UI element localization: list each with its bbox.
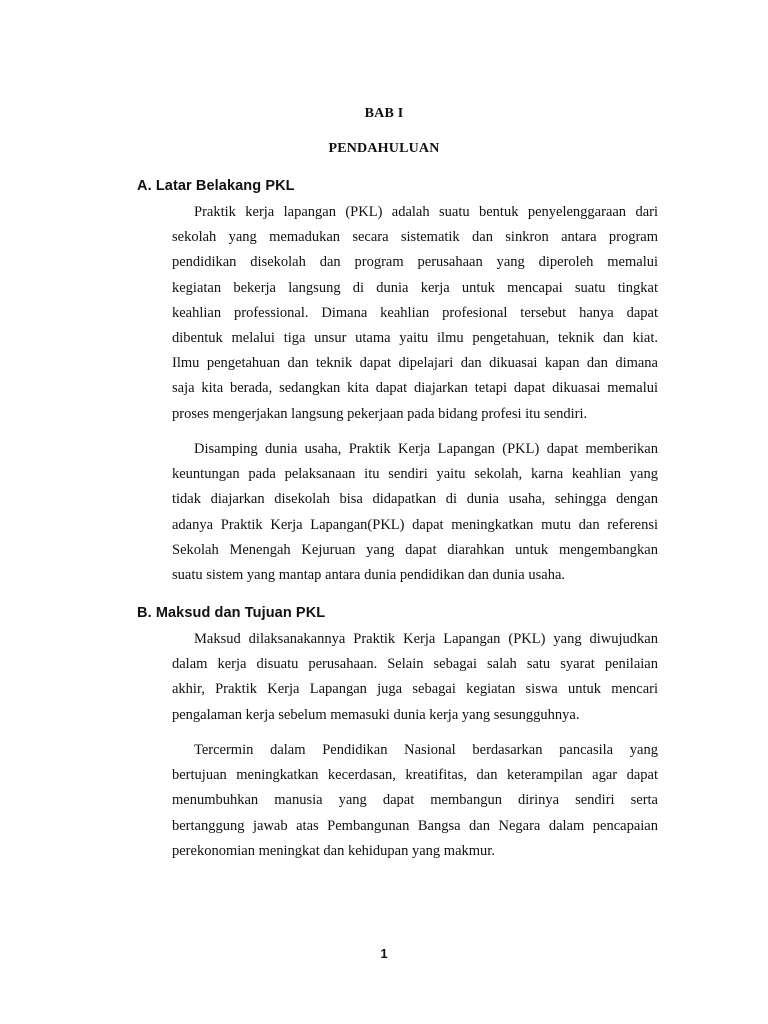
paragraph bbox=[172, 738, 658, 864]
text-line: Ilmu pengetahuan dan teknik dapat dipelajari dan dikuasai kapan dan dimana bbox=[172, 355, 658, 372]
text-line: kegiatan bekerja langsung di dunia kerja untuk mencapai suatu tingkat bbox=[172, 279, 658, 296]
text-line: bertujuan meningkatkan kecerdasan, kreatifitas, dan keterampilan agar dapat bbox=[172, 767, 658, 784]
chapter-number: BAB I bbox=[364, 106, 404, 121]
text-line: perekonomian meningkat dan kehidupan yang makmur. bbox=[172, 842, 495, 859]
text-line: Disamping dunia usaha, Praktik Kerja Lapangan (PKL) dapat memberikan bbox=[194, 441, 658, 457]
text-line: bertanggung jawab atas Pembangunan Bangsa dan Negara dalam pencapaian bbox=[172, 817, 658, 834]
text-line: Sekolah Menengah Kejuruan yang dapat diarahkan untuk mengembangkan bbox=[172, 541, 658, 558]
text-line: Tercermin dalam Pendidikan Nasional berdasarkan pancasila yang bbox=[194, 742, 658, 758]
paragraph bbox=[172, 200, 658, 427]
text-line: dibentuk melalui tiga unsur utama yaitu ilmu pengetahuan, teknik dan kiat. bbox=[172, 330, 658, 347]
text-line: keuntungan pada pelaksanaan itu sendiri yaitu sekolah, karna keahlian yang bbox=[172, 466, 658, 483]
text-line: tidak diajarkan disekolah bisa didapatkan di dunia usaha, sehingga dengan bbox=[172, 491, 658, 508]
text-line: keahlian professional. Dimana keahlian profesional tersebut hanya dapat bbox=[172, 304, 658, 321]
paragraph bbox=[172, 627, 658, 728]
section-heading-b: B. Maksud dan Tujuan PKL bbox=[137, 605, 326, 621]
text-line: pengalaman kerja sebelum memasuki dunia kerja yang sesungguhnya. bbox=[172, 706, 580, 723]
section-heading-a: A. Latar Belakang PKL bbox=[137, 178, 295, 194]
text-line: menumbuhkan manusia yang dapat membangun dirinya sendiri serta bbox=[172, 792, 658, 809]
text-line: Maksud dilaksanakannya Praktik Kerja Lapangan (PKL) yang diwujudkan bbox=[194, 631, 658, 647]
text-line: Praktik kerja lapangan (PKL) adalah suatu bentuk penyelenggaraan dari bbox=[194, 204, 658, 220]
text-line: adanya Praktik Kerja Lapangan(PKL) dapat meningkatkan mutu dan referensi bbox=[172, 516, 658, 533]
text-line: dalam kerja disuatu perusahaan. Selain sebagai salah satu syarat penilaian bbox=[172, 656, 658, 673]
text-line: suatu sistem yang mantap antara dunia pendidikan dan dunia usaha. bbox=[172, 567, 566, 584]
text-line: akhir, Praktik Kerja Lapangan juga sebagai kegiatan siswa untuk mencari bbox=[172, 681, 658, 698]
text-line: pendidikan disekolah dan program perusahaan yang diperoleh memalui bbox=[172, 254, 658, 271]
text-line: saja kita berada, sedangkan kita dapat diajarkan tetapi dapat dikuasai memalui bbox=[172, 380, 658, 397]
page-number: 1 bbox=[380, 946, 388, 961]
text-line: sekolah yang memadukan secara sistematik dan sinkron antara program bbox=[172, 229, 658, 246]
paragraph bbox=[172, 437, 658, 588]
text-line: proses mengerjakan langsung pekerjaan pada bidang profesi itu sendiri. bbox=[172, 405, 588, 422]
chapter-title: PENDAHULUAN bbox=[328, 141, 440, 156]
